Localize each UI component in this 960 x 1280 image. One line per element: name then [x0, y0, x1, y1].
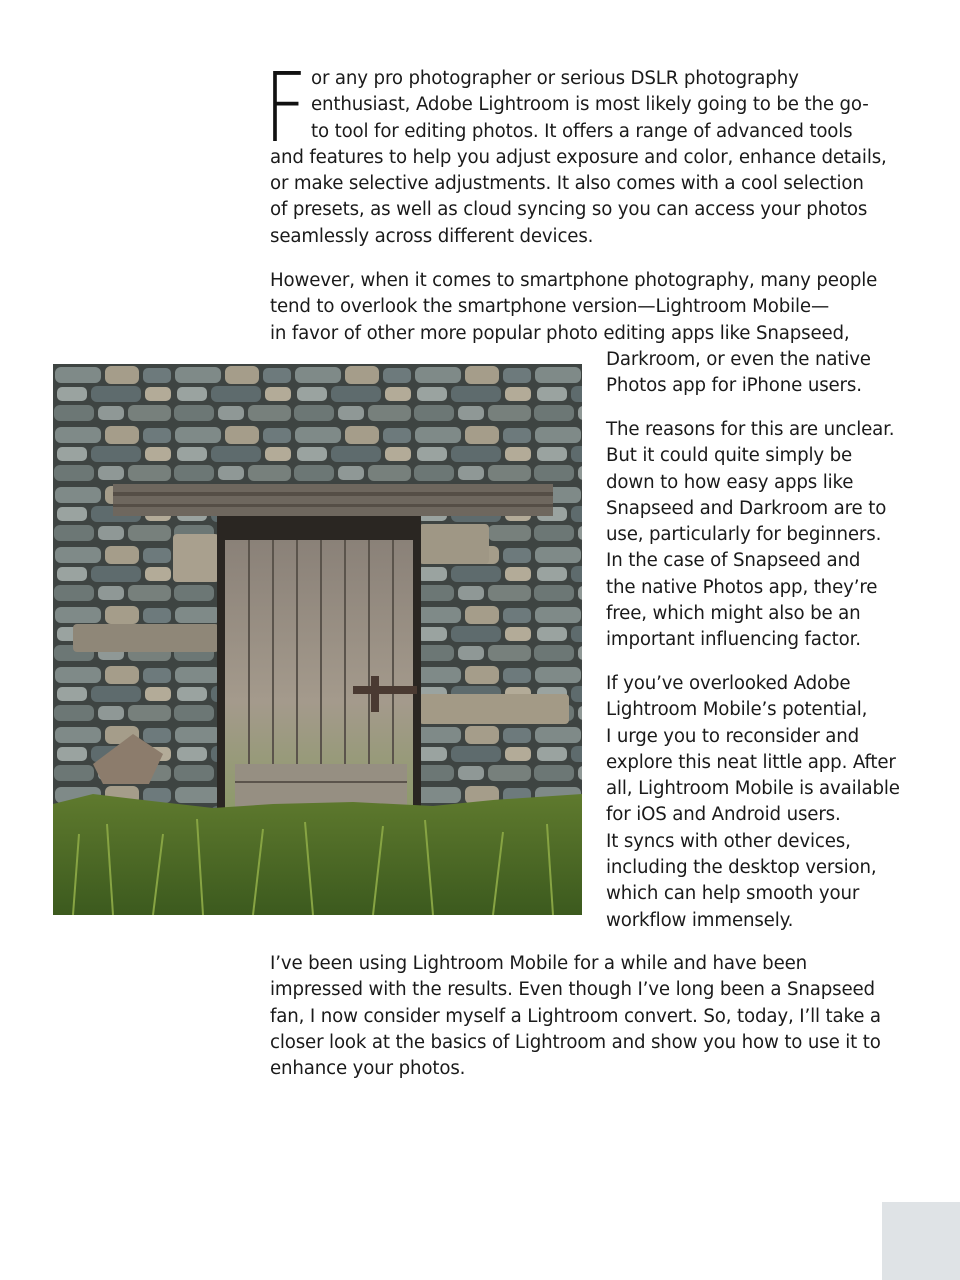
text-line: However, when it comes to smartphone photography, many people [270, 270, 878, 291]
text-line: free, which might also be an [606, 603, 861, 625]
page-corner-block [882, 1202, 960, 1280]
text-line: closer look at the basics of Lightroom and show you how to use it to [270, 1031, 881, 1053]
text-line: including the desktop version, [606, 857, 877, 879]
text-line: the native Photos app, they’re [606, 576, 878, 598]
drop-cap: F [264, 52, 308, 164]
paragraph-smartphone [270, 268, 877, 347]
text-line: and features to help you adjust exposure and color, enhance details, [270, 146, 887, 168]
text-line: all, Lightroom Mobile is available [606, 778, 900, 800]
stone-wall-door-photo-icon [53, 364, 582, 915]
paragraph-reconsider [606, 671, 900, 934]
text-line: workflow immensely. [606, 909, 794, 931]
text-line: of presets, as well as cloud syncing so you can access your photos [270, 199, 868, 221]
text-line: enthusiast, Adobe Lightroom is most likely going to be the go- [311, 94, 869, 116]
text-line: If you’ve overlooked Adobe [606, 673, 851, 694]
text-line: Lightroom Mobile’s potential, [606, 699, 868, 721]
text-line: fan, I now consider myself a Lightroom convert. So, today, I’ll take a [270, 1005, 881, 1027]
text-line: seamlessly across different devices. [270, 225, 594, 247]
text-line: in favor of other more popular photo editing apps like Snapseed, [270, 322, 850, 344]
text-line: important influencing factor. [606, 629, 861, 651]
text-line: to tool for editing photos. It offers a range of advanced tools [311, 120, 853, 142]
text-line: enhance your photos. [270, 1058, 466, 1080]
text-line: use, particularly for beginners. [606, 524, 882, 546]
text-line: tend to overlook the smartphone version—Lightroom Mobile— [270, 296, 829, 318]
text-line: Snapseed and Darkroom are to [606, 497, 887, 519]
paragraph-conclusion [270, 951, 881, 1082]
text-line: In the case of Snapseed and [606, 550, 861, 572]
text-line: Darkroom, or even the native [606, 349, 871, 370]
text-line: explore this neat little app. After [606, 751, 896, 773]
text-line: for iOS and Android users. [606, 804, 841, 826]
text-line: impressed with the results. Even though I’ve long been a Snapseed [270, 979, 875, 1001]
paragraph-intro [270, 66, 887, 250]
text-line: Photos app for iPhone users. [606, 375, 862, 397]
text-line: I urge you to reconsider and [606, 725, 860, 747]
text-line: But it could quite simply be [606, 445, 853, 467]
text-line: down to how easy apps like [606, 471, 854, 493]
text-line: I’ve been using Lightroom Mobile for a while and have been [270, 953, 808, 974]
text-line: It syncs with other devices, [606, 830, 851, 852]
paragraph-smartphone-continued [606, 347, 871, 400]
text-line: The reasons for this are unclear. [606, 419, 895, 440]
text-line: or make selective adjustments. It also comes with a cool selection [270, 173, 864, 195]
paragraph-reasons [606, 417, 894, 654]
text-line: or any pro photographer or serious DSLR photography [311, 68, 799, 89]
text-line: which can help smooth your [606, 883, 860, 905]
